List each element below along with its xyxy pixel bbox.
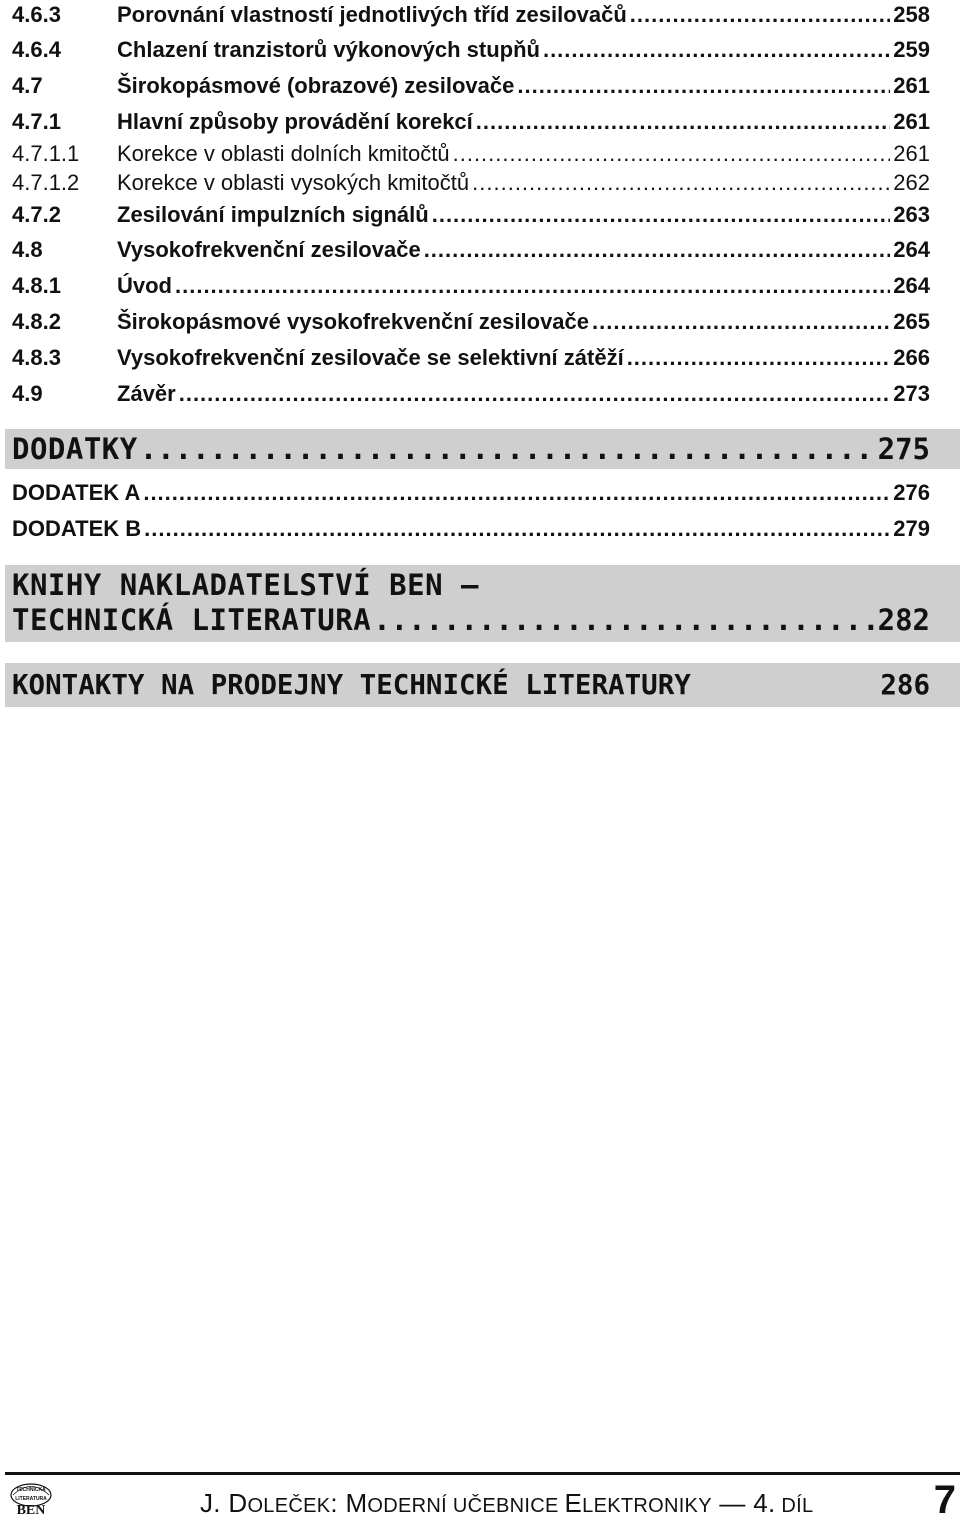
toc-entry[interactable] <box>12 307 930 337</box>
footer-w1-rest: ODERNÍ <box>367 1495 448 1517</box>
toc-entry[interactable] <box>12 343 930 373</box>
book-title-footer <box>200 1488 814 1521</box>
entry-title: Širokopásmové (obrazové) zesilovače <box>117 73 515 98</box>
entry-number: 4.7.1 <box>12 109 61 134</box>
leader-dots <box>592 307 890 337</box>
kontakty-page: 286 <box>880 669 930 701</box>
entry-number: 4.6.3 <box>12 2 61 27</box>
entry-title: Korekce v oblasti dolních kmitočtů <box>117 141 450 166</box>
leader-dots <box>472 168 890 198</box>
toc-entry[interactable] <box>12 0 930 30</box>
knihy-page: 282 <box>877 603 930 637</box>
leader-dots <box>143 478 890 508</box>
entry-title: Porovnání vlastností jednotlivých tříd zesilovačů <box>117 2 627 27</box>
toc-entry-dodatky[interactable] <box>12 431 930 467</box>
entry-number: 4.8.3 <box>12 345 61 370</box>
leader-dots <box>373 602 875 638</box>
entry-page: 262 <box>893 170 930 195</box>
leader-dots <box>432 200 891 230</box>
footer-volume-word: DÍL <box>775 1495 814 1517</box>
logo-mid-text: LITERATURA <box>15 1496 47 1502</box>
leader-dots <box>175 271 890 301</box>
footer-dash: — <box>711 1488 754 1518</box>
entry-title: Úvod <box>117 273 172 298</box>
entry-title: Vysokofrekvenční zesilovače se selektivní zátěží <box>117 345 624 370</box>
toc-entry-knihy-line1 <box>12 567 930 603</box>
ben-logo <box>5 1480 57 1516</box>
toc-entry[interactable] <box>12 35 930 65</box>
footer-volume: 4. <box>753 1488 776 1518</box>
kontakty-title: KONTAKTY NA PRODEJNY TECHNICKÉ LITERATURY <box>12 669 691 701</box>
footer-colon: : <box>330 1488 346 1518</box>
entry-number: 4.7 <box>12 73 43 98</box>
leader-dots <box>140 431 876 467</box>
leader-dots <box>517 71 890 101</box>
toc-entry[interactable] <box>12 379 930 409</box>
footer-w3-rest: LEKTRONIKY <box>582 1495 712 1517</box>
toc-entry-kontakty[interactable] <box>12 667 930 703</box>
entry-page: 265 <box>893 309 930 334</box>
leader-dots <box>543 35 890 65</box>
entry-page: 263 <box>893 202 930 227</box>
leader-dots <box>453 139 891 169</box>
toc-entry[interactable] <box>12 235 930 265</box>
toc-entry[interactable] <box>12 271 930 301</box>
toc-entry[interactable] <box>12 107 930 137</box>
entry-title: DODATEK B <box>12 516 142 541</box>
footer-w2: UČEBNICE <box>447 1495 565 1517</box>
logo-top-text: TECHNICKÁ <box>16 1487 46 1493</box>
dodatky-page: 275 <box>877 432 930 466</box>
leader-dots <box>630 0 890 30</box>
entry-title: Korekce v oblasti vysokých kmitočtů <box>117 170 470 195</box>
entry-number: 4.7.1.2 <box>12 170 80 195</box>
logo-brand-text: BEN <box>16 1503 46 1516</box>
entry-page: 266 <box>893 345 930 370</box>
knihy-title-line2: TECHNICKÁ LITERATURA <box>12 603 372 637</box>
entry-page: 264 <box>893 273 930 298</box>
entry-number: 4.7.1.1 <box>12 141 80 166</box>
entry-number: 4.9 <box>12 381 43 406</box>
footer-author-rest: OLEČEK <box>247 1495 331 1517</box>
toc-entry-knihy[interactable] <box>12 602 930 638</box>
entry-title: Chlazení tranzistorů výkonových stupňů <box>117 37 540 62</box>
entry-page: 273 <box>893 381 930 406</box>
footer-rule <box>5 1472 960 1475</box>
knihy-title-line1: KNIHY NAKLADATELSTVÍ BEN – <box>12 568 479 602</box>
entry-page: 261 <box>893 73 930 98</box>
entry-page: 261 <box>893 141 930 166</box>
entry-title: Zesilování impulzních signálů <box>117 202 429 227</box>
page-number: 7 <box>933 1478 956 1522</box>
entry-title: Vysokofrekvenční zesilovače <box>117 237 421 262</box>
entry-page: 259 <box>893 37 930 62</box>
toc-entry[interactable] <box>12 200 930 230</box>
entry-page: 276 <box>893 480 930 505</box>
toc-entry[interactable] <box>12 71 930 101</box>
entry-page: 261 <box>893 109 930 134</box>
toc-entry[interactable] <box>12 168 930 198</box>
entry-page: 258 <box>893 2 930 27</box>
entry-number: 4.7.2 <box>12 202 61 227</box>
entry-title: Širokopásmové vysokofrekvenční zesilovače <box>117 309 590 334</box>
footer-w1-initial: M <box>345 1488 368 1518</box>
entry-number: 4.6.4 <box>12 37 61 62</box>
leader-dots <box>476 107 891 137</box>
leader-dots <box>424 235 891 265</box>
leader-dots <box>179 379 891 409</box>
entry-title: DODATEK A <box>12 480 141 505</box>
entry-page: 264 <box>893 237 930 262</box>
entry-number: 4.8.2 <box>12 309 61 334</box>
toc-entry-dodatek-a[interactable] <box>12 478 930 508</box>
leader-dots <box>627 343 891 373</box>
toc-entry[interactable] <box>12 139 930 169</box>
dodatky-title: DODATKY <box>12 432 138 466</box>
toc-entry-dodatek-b[interactable] <box>12 514 930 544</box>
entry-title: Hlavní způsoby provádění korekcí <box>117 109 473 134</box>
footer-author-initial: J. D <box>200 1488 248 1518</box>
entry-page: 279 <box>893 516 930 541</box>
entry-number: 4.8 <box>12 237 43 262</box>
entry-title: Závěr <box>117 381 176 406</box>
footer-w3-initial: E <box>564 1488 583 1518</box>
entry-number: 4.8.1 <box>12 273 61 298</box>
leader-dots <box>144 514 890 544</box>
